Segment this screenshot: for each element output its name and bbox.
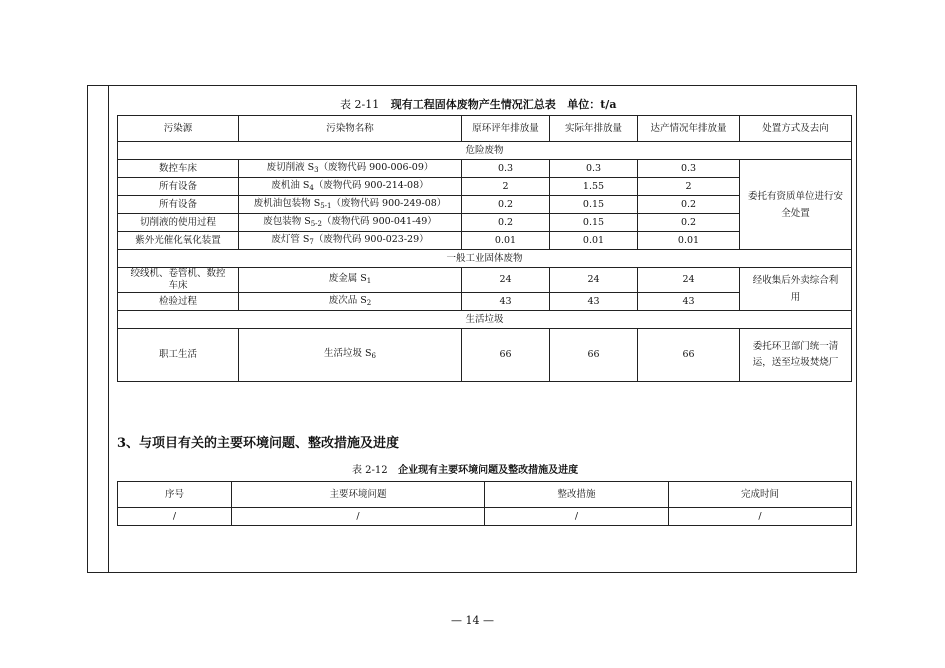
actual-cell: 0.15: [550, 214, 638, 232]
header-cell: 序号: [118, 482, 232, 508]
header-cell: 原环评年排放量: [462, 116, 550, 142]
table-row: [118, 508, 852, 526]
orig-cell: 66: [462, 329, 550, 382]
waste-name-cell: 生活垃圾 $S_6$: [239, 329, 462, 382]
section-hazard: 危险废物: [118, 142, 852, 160]
table2-caption: [352, 461, 578, 476]
frame-left-rule: [108, 85, 110, 573]
source-cell: 紫外光催化氧化装置: [118, 232, 239, 250]
orig-cell: 0.01: [462, 232, 550, 250]
table2-caption-num: 表 2-12: [352, 465, 388, 476]
waste-name-cell: 废包装物 $S_{5-2}$（废物代码 900-041-49）: [239, 214, 462, 232]
waste-name-cell: 废机油 $S_4$（废物代码 900-214-08）: [239, 178, 462, 196]
header-cell: 达产情况年排放量: [638, 116, 740, 142]
waste-name-cell: 废切削液 $S_3$（废物代码 900-006-09）: [239, 160, 462, 178]
orig-cell: 0.2: [462, 196, 550, 214]
full-cell: 0.3: [638, 160, 740, 178]
actual-cell: 0.15: [550, 196, 638, 214]
source-cell: 检验过程: [118, 293, 239, 311]
header-cell: 整改措施: [485, 482, 669, 508]
table-cell: /: [485, 508, 669, 526]
full-cell: 2: [638, 178, 740, 196]
full-cell: 24: [638, 268, 740, 293]
table-cell: /: [669, 508, 852, 526]
section-3-title: 3、与项目有关的主要环境问题、整改措施及进度: [117, 436, 400, 451]
section-general: 一般工业固体废物: [118, 250, 852, 268]
source-cell: 绞线机、卷管机、数控车床: [118, 268, 239, 293]
full-cell: 66: [638, 329, 740, 382]
header-cell: 污染源: [118, 116, 239, 142]
environment-issue-table: [117, 481, 852, 526]
header-cell: 污染物名称: [239, 116, 462, 142]
orig-cell: 0.2: [462, 214, 550, 232]
table1-caption-unit: 单位：t/a: [567, 98, 617, 111]
actual-cell: 0.3: [550, 160, 638, 178]
solid-waste-table: [117, 115, 852, 382]
orig-cell: 24: [462, 268, 550, 293]
table-cell: /: [118, 508, 232, 526]
waste-name-cell: 废金属 $S_1$: [239, 268, 462, 293]
section-domestic: 生活垃圾: [118, 311, 852, 329]
source-cell: 职工生活: [118, 329, 239, 382]
header-cell: 处置方式及去向: [740, 116, 852, 142]
table2-caption-title: 企业现有主要环境问题及整改措施及进度: [398, 465, 579, 476]
waste-name-cell: 废灯管 $S_7$（废物代码 900-023-29）: [239, 232, 462, 250]
full-cell: 43: [638, 293, 740, 311]
hazard-disposal-cell: 委托有资质单位进行安全处置: [740, 160, 852, 250]
actual-cell: 0.01: [550, 232, 638, 250]
full-cell: 0.2: [638, 196, 740, 214]
waste-name-cell: 废机油包装物 $S_{5-1}$（废物代码 900-249-08）: [239, 196, 462, 214]
actual-cell: 66: [550, 329, 638, 382]
table2-header-row: [118, 482, 852, 508]
table1-caption-title: 现有工程固体废物产生情况汇总表: [390, 98, 556, 111]
orig-cell: 43: [462, 293, 550, 311]
page-number: — 14 —: [451, 614, 494, 627]
table1-caption: [340, 96, 616, 112]
waste-name-cell: 废次品 $S_2$: [239, 293, 462, 311]
actual-cell: 1.55: [550, 178, 638, 196]
source-cell: 切削液的使用过程: [118, 214, 239, 232]
domestic-disposal-cell: 委托环卫部门统一清运，送至垃圾焚烧厂: [740, 329, 852, 382]
orig-cell: 2: [462, 178, 550, 196]
table-row: [118, 329, 852, 382]
header-cell: 完成时间: [669, 482, 852, 508]
source-cell: 所有设备: [118, 178, 239, 196]
orig-cell: 0.3: [462, 160, 550, 178]
source-cell: 所有设备: [118, 196, 239, 214]
full-cell: 0.01: [638, 232, 740, 250]
source-cell: 数控车床: [118, 160, 239, 178]
table1-caption-num: 表 2-11: [340, 98, 380, 111]
full-cell: 0.2: [638, 214, 740, 232]
header-cell: 实际年排放量: [550, 116, 638, 142]
actual-cell: 43: [550, 293, 638, 311]
general-disposal-cell: 经收集后外卖综合利用: [740, 268, 852, 311]
table-cell: /: [232, 508, 485, 526]
table-row: [118, 160, 852, 178]
header-cell: 主要环境问题: [232, 482, 485, 508]
table1-header-row: [118, 116, 852, 142]
actual-cell: 24: [550, 268, 638, 293]
table-row: [118, 268, 852, 293]
